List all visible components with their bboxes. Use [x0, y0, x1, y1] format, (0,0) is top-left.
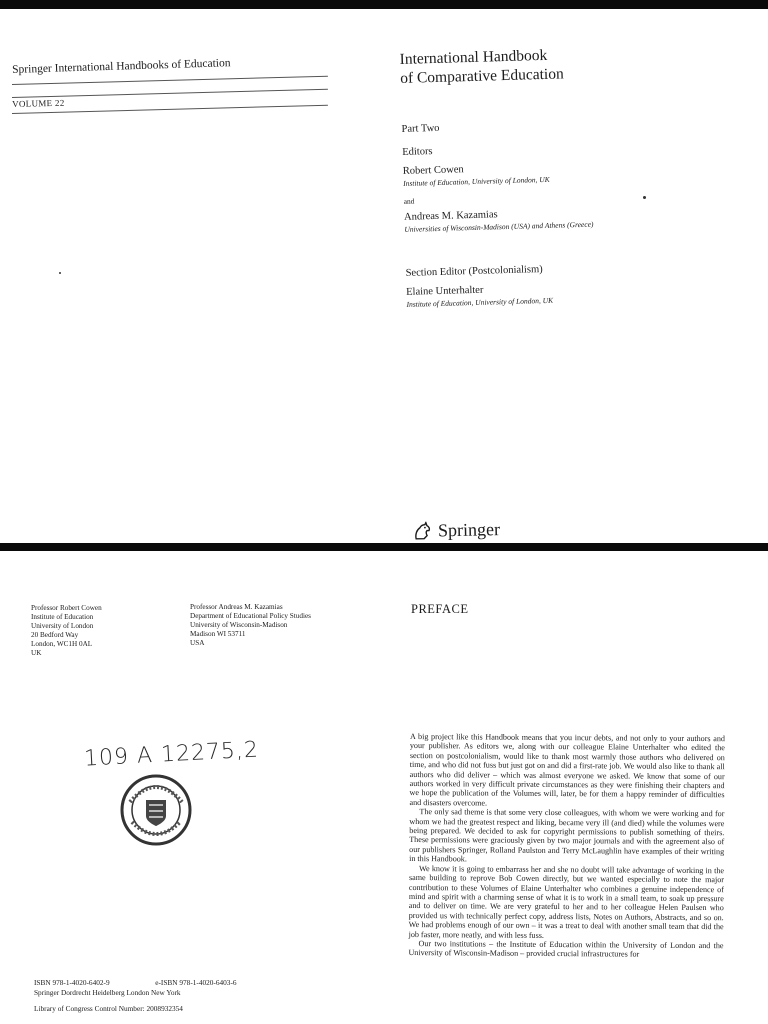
preface-paragraph: Our two institutions – the Institute of Education within the University of London and the University of Wisconsin-Madison – provided crucial infrastructures for: [408, 939, 724, 959]
series-title: Springer International Handbooks of Education: [12, 57, 231, 76]
series-rule-1: [12, 76, 328, 85]
publisher-cities: Springer Dordrecht Heidelberg London New York: [34, 987, 181, 997]
scan-edge-top: [0, 0, 768, 9]
editor1-name: Robert Cowen: [402, 164, 464, 177]
springer-logo: [412, 519, 500, 542]
series-rule-2: [12, 89, 328, 98]
springer-horse-icon: [412, 521, 432, 541]
library-stamp-icon: [118, 772, 194, 848]
and-word: and: [403, 196, 415, 206]
editor2-affiliation: Universities of Wisconsin-Madison (USA) and Athens (Greece): [404, 219, 594, 234]
editor2-name: Andreas M. Kazamias: [403, 209, 498, 223]
part-label: Part Two: [401, 122, 440, 135]
editors-heading: Editors: [402, 146, 433, 158]
address-kazamias: Professor Andreas M. Kazamias Department of Educational Policy Studies University of Wisconsin-Madison Madison WI 53711 USA: [190, 603, 311, 647]
preface-paragraph: A big project like this Handbook means that you incur debts, and not only to your authors and your publisher. As editors we, along with our colleague Elaine Unterhalter who edited the section on postcolonialism, would like to thank most warmly those authors who delivered on time, and who did not fuss but just got on and did a first-rate job. We would also like to thank all authors who did deliver – which was almost everyone we asked. We know that some of our authors worked in very difficult private circumstances as they were finishing their chapters and we hope the publication of the Volumes will, later, be for them a happy reminder of difficulties and disasters overcome.: [409, 732, 725, 808]
eisbn-number: e-ISBN 978-1-4020-6403-6: [155, 978, 237, 987]
preface-paragraph: The only sad theme is that some very close colleagues, with whom we were working and for whom we had the greatest respect and liking, became very ill (and died) while the volumes were being prepared. We decided to ask for copyright permissions to publish something of theirs. These permissions were graciously given by two major journals and with the agreement also of our publishers Springer, Rolland Paulston and Terry McLaughlin have examples of their writing in this Handbook.: [409, 807, 725, 864]
preface-paragraph: We know it is going to embarrass her and she no doubt will take advantage of working in the same building to reprove Bob Cowen directly, but we wanted especially to note the major contribution to these Volumes of Elaine Unterhalter who combines a genuine independence of mind and spirit with a charming sense of what it is to work in a small team, to soak up pressure and to deliver on time. We are very grateful to her and to her colleague Helen Paulsen who provided us with technically perfect copy, address lists, Notes on Authors, Abstracts, and so on. We had problems enough of our own – it was a treat to deal with another small team that did the job faster, more neatly, and with less fuss.: [408, 863, 725, 940]
volume-label: VOLUME 22: [12, 97, 65, 109]
address-cowen: Professor Robert Cowen Institute of Education University of London 20 Bedford Way London, WC1H 0AL UK: [31, 604, 102, 657]
page-divider-shadow: [0, 543, 768, 551]
scan-speck: [643, 196, 646, 199]
preface-body: [408, 732, 725, 960]
section-editor-name: Elaine Unterhalter: [406, 284, 484, 298]
book-title: International Handbook of Comparative Education: [399, 46, 564, 87]
handwritten-shelfmark: 109 A 12275,2: [83, 737, 260, 772]
springer-logo-text: Springer: [437, 519, 501, 541]
isbn-block: [34, 978, 237, 1014]
scan-speck: [59, 272, 61, 274]
preface-heading: PREFACE: [411, 602, 469, 616]
editor1-affiliation: Institute of Education, University of London, UK: [402, 174, 550, 188]
section-editor-affiliation: Institute of Education, University of London, UK: [406, 295, 554, 309]
isbn-number: ISBN 978-1-4020-6402-9: [34, 978, 110, 987]
library-of-congress: Library of Congress Control Number: 2008932354: [34, 1004, 183, 1013]
section-editor-heading: Section Editor (Postcolonialism): [405, 264, 543, 279]
